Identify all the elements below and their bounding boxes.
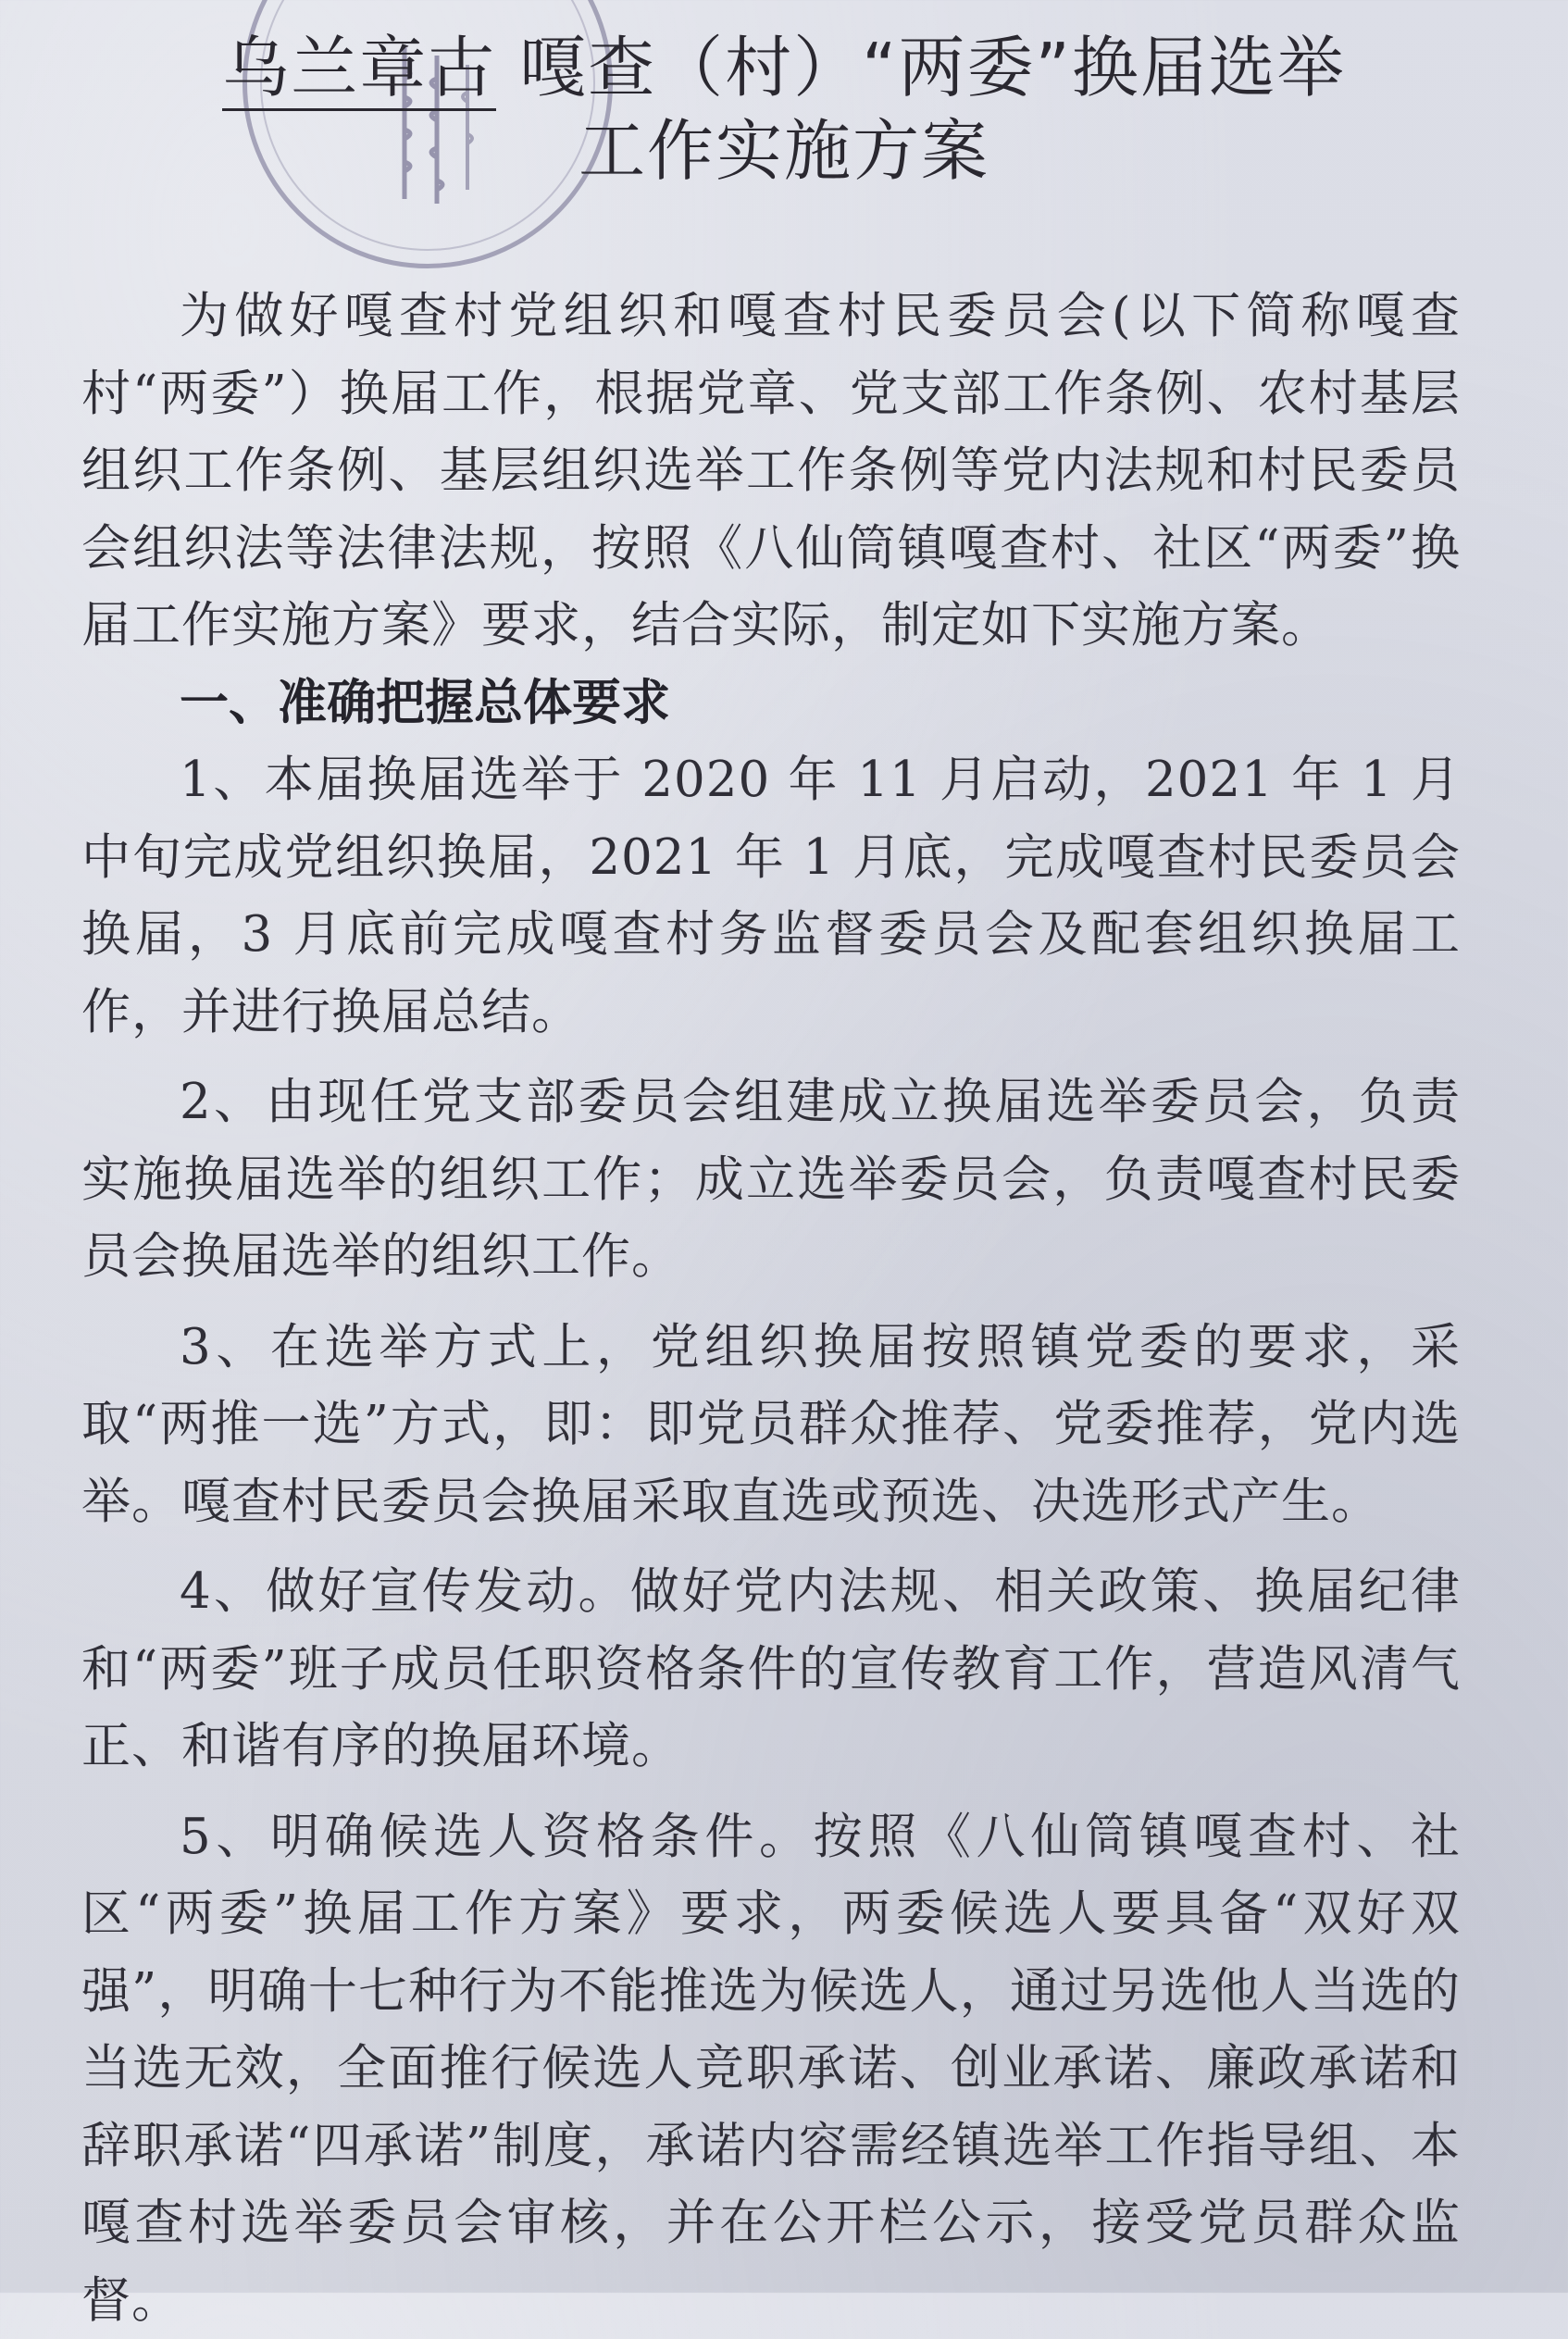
list-item: 2、由现任党支部委员会组建成立换届选举委员会，负责实施换届选举的组织工作；成立选举委员会，负责嘎查村民委员会换届选举的组织工作。	[81, 1064, 1461, 1296]
village-name-underlined: 乌兰章古	[222, 29, 496, 111]
list-item: 3、在选举方式上，党组织换届按照镇党委的要求，采取“两推一选”方式，即：即党员群众推荐、党委推荐，党内选举。嘎查村民委员会换届采取直选或预选、决选形式产生。	[81, 1309, 1461, 1541]
section-heading: 一、准确把握总体要求	[81, 665, 1461, 742]
title-line1-rest: 嘎查（村）“两委”换届选举	[496, 29, 1346, 106]
list-item: 4、做好宣传发动。做好党内法规、相关政策、换届纪律和“两委”班子成员任职资格条件的宣传教育工作，营造风清气正、和谐有序的换届环境。	[81, 1553, 1461, 1785]
page-title-line2: 工作实施方案	[0, 109, 1568, 193]
intro-paragraph: 为做好嘎查村党组织和嘎查村民委员会(以下简称嘎查村“两委”）换届工作，根据党章、党支部工作条例、农村基层组织工作条例、基层组织选举工作条例等党内法规和村民委员会组织法等法律法规，按照《八仙筒镇嘎查村、社区“两委”换届工作实施方案》要求，结合实际，制定如下实施方案。	[81, 278, 1461, 665]
list-item: 1、本届换届选举于 2020 年 11 月启动，2021 年 1 月中旬完成党组织换届，2021 年 1 月底，完成嘎查村民委员会换届，3 月底前完成嘎查村务监督委员会及配套组织换届工作，并进行换届总结。	[81, 741, 1461, 1051]
page-title-line1	[0, 26, 1568, 109]
document-body	[81, 278, 1461, 2339]
list-item: 5、明确候选人资格条件。按照《八仙筒镇嘎查村、社区“两委”换届工作方案》要求，两委候选人要具备“双好双强”，明确十七种行为不能推选为候选人，通过另选他人当选的当选无效，全面推行候选人竞职承诺、创业承诺、廉政承诺和辞职承诺“四承诺”制度，承诺内容需经镇选举工作指导组、本嘎查村选举委员会审核，并在公开栏公示，接受党员群众监督。	[81, 1798, 1461, 2339]
